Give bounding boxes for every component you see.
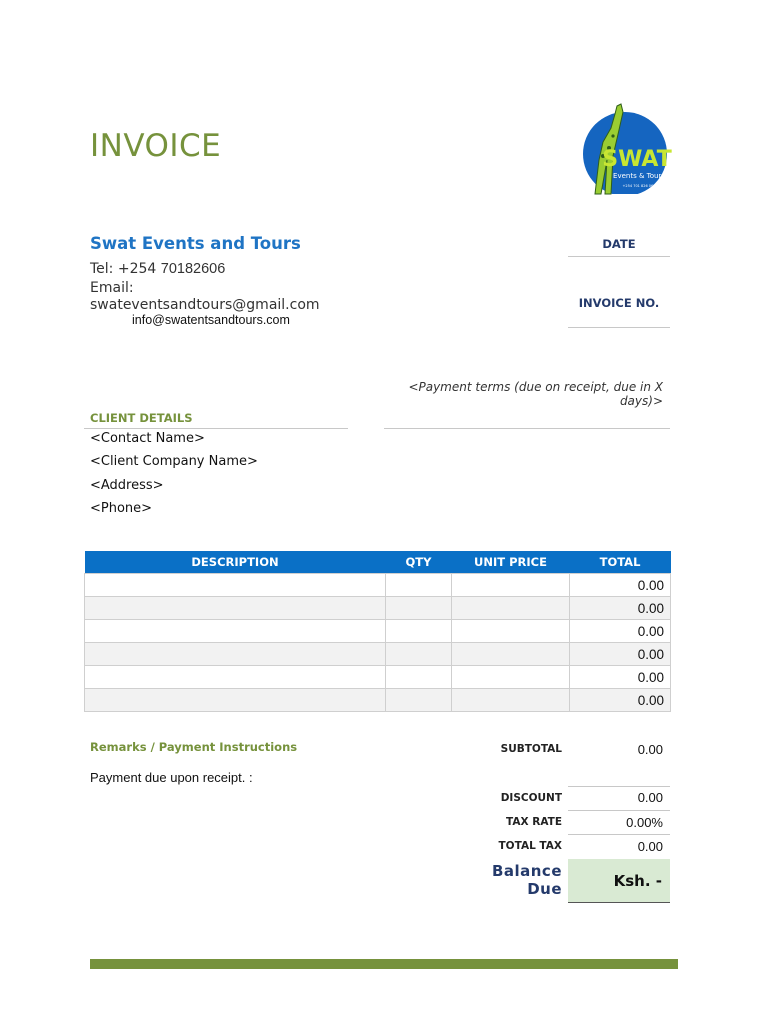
total-tax-label: TOTAL TAX (498, 840, 562, 852)
client-company-name[interactable]: <Client Company Name> (90, 454, 258, 469)
cell-description[interactable] (85, 643, 386, 666)
total-tax-value: 0.00 (637, 839, 663, 854)
invoice-no-label: INVOICE NO. (578, 296, 660, 310)
company-logo (573, 100, 673, 198)
company-email-alt: info@swatentsandtours.com (132, 313, 290, 327)
client-address[interactable]: <Address> (90, 478, 164, 493)
logo-text-sub: Events & Tours (613, 172, 665, 180)
cell-unit-price[interactable] (452, 689, 570, 712)
logo-text-small: +254 701 826 067 (622, 184, 656, 188)
date-value-line[interactable] (568, 256, 670, 257)
cell-total: 0.00 (570, 620, 671, 643)
tax-rate-divider (568, 834, 670, 835)
tel-label: Tel: +254 (90, 261, 161, 277)
table-row (85, 620, 671, 643)
balance-due-box (568, 859, 670, 903)
invoice-title: INVOICE (90, 128, 222, 164)
date-label: DATE (602, 237, 636, 251)
cell-unit-price[interactable] (452, 597, 570, 620)
line-items-table (84, 551, 671, 712)
tax-rate-label: TAX RATE (506, 816, 562, 828)
col-header-qty: QTY (386, 551, 452, 574)
discount-value[interactable]: 0.00 (637, 790, 663, 805)
client-details-divider (84, 428, 348, 429)
subtotal-divider (568, 786, 670, 787)
table-row (85, 643, 671, 666)
company-email: swateventsandtours@gmail.com (90, 297, 320, 313)
col-header-unit-price: UNIT PRICE (452, 551, 570, 574)
client-phone[interactable]: <Phone> (90, 501, 153, 516)
table-row (85, 574, 671, 597)
table-row (85, 597, 671, 620)
cell-total: 0.00 (570, 574, 671, 597)
discount-divider (568, 810, 670, 811)
cell-total: 0.00 (570, 643, 671, 666)
cell-description[interactable] (85, 620, 386, 643)
discount-label: DISCOUNT (500, 792, 562, 804)
logo-text-main: SWAT (602, 147, 672, 172)
cell-description[interactable] (85, 689, 386, 712)
client-details-header: CLIENT DETAILS (90, 411, 193, 425)
table-row (85, 689, 671, 712)
client-contact-name[interactable]: <Contact Name> (90, 431, 205, 446)
balance-due-label (470, 862, 562, 898)
cell-unit-price[interactable] (452, 666, 570, 689)
tax-rate-value[interactable]: 0.00% (626, 815, 663, 830)
subtotal-label: SUBTOTAL (500, 743, 562, 755)
col-header-total: TOTAL (570, 551, 671, 574)
balance-label-line-2: Due (527, 880, 562, 898)
table-row (85, 666, 671, 689)
footer-accent-bar (90, 959, 678, 969)
tel-number: 70182606 (160, 261, 226, 277)
cell-total: 0.00 (570, 666, 671, 689)
table-header-row (85, 551, 671, 574)
subtotal-value: 0.00 (637, 742, 663, 757)
cell-description[interactable] (85, 574, 386, 597)
balance-label-line-1: Balance (491, 862, 562, 880)
invoice-no-value-line[interactable] (568, 327, 670, 328)
cell-unit-price[interactable] (452, 620, 570, 643)
cell-unit-price[interactable] (452, 574, 570, 597)
cell-qty[interactable] (386, 643, 452, 666)
cell-description[interactable] (85, 597, 386, 620)
cell-qty[interactable] (386, 666, 452, 689)
remarks-header: Remarks / Payment Instructions (90, 740, 298, 754)
company-name: Swat Events and Tours (90, 234, 301, 253)
payment-terms[interactable]: <Payment terms (due on receipt, due in X days)> (408, 380, 663, 408)
cell-qty[interactable] (386, 574, 452, 597)
cell-qty[interactable] (386, 597, 452, 620)
company-tel (90, 261, 225, 278)
payment-terms-divider (384, 428, 670, 429)
remarks-text[interactable]: Payment due upon receipt. : (90, 770, 253, 785)
balance-due-value: Ksh. - (613, 872, 662, 890)
cell-total: 0.00 (570, 689, 671, 712)
cell-total: 0.00 (570, 597, 671, 620)
cell-unit-price[interactable] (452, 643, 570, 666)
cell-description[interactable] (85, 666, 386, 689)
col-header-description: DESCRIPTION (85, 551, 386, 574)
cell-qty[interactable] (386, 689, 452, 712)
cell-qty[interactable] (386, 620, 452, 643)
company-email-label: Email: (90, 280, 134, 296)
